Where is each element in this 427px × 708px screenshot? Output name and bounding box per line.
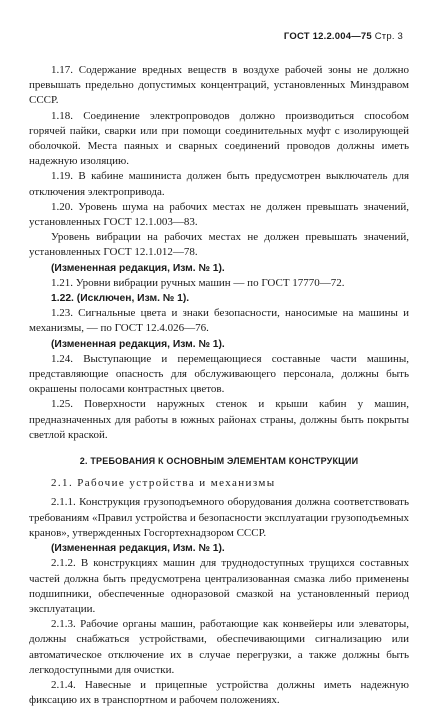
clause-2-1-4: 2.1.4. Навесные и прицепные устройства должны иметь надежную фиксацию их в транспортном и рабочем положениях. bbox=[29, 678, 409, 707]
clause-1-24: 1.24. Выступающие и перемещающиеся составные части машины, представляющие опасность для обслуживающего персонала, должны быть окрашены полосами контрастных цветов. bbox=[29, 352, 409, 396]
document-body bbox=[29, 63, 409, 708]
amendment-note: (Измененная редакция, Изм. № 1). bbox=[51, 262, 225, 274]
clause-2-1-2: 2.1.2. В конструкциях машин для труднодоступных трущихся составных частей должна быть предусмотрена централизованная смазка либо применены подшипники, обеспеченные одноразовой смазкой на установленный период эксплуатации. bbox=[29, 557, 409, 615]
clause-1-22-excluded: 1.22. (Исключен, Изм. № 1). bbox=[51, 293, 190, 305]
clause-1-18: 1.18. Соединение электропроводов должно производиться способом горячей пайки, сварки или при помощи соединительных муфт с изолирующей оболочкой. Места паяных и сварных соединений проводов должны иметь надежную изоляцию. bbox=[29, 109, 409, 168]
amendment-note: (Измененная редакция, Изм. № 1). bbox=[51, 543, 225, 555]
clause-2-1-3: 2.1.3. Рабочие органы машин, работающие как конвейеры или элеваторы, должны снабжаться устройствами, обеспечивающими сигнализацию или автоматическое отключение их в случае перегрузки, а также должны быть легкодоступными для очистки. bbox=[29, 618, 409, 676]
running-header bbox=[284, 31, 403, 42]
amendment-note: (Измененная редакция, Изм. № 1). bbox=[51, 338, 225, 350]
clause-1-17: 1.17. Содержание вредных веществ в воздухе рабочей зоны не должно превышать предельно допустимых концентраций, установленных Минздравом СССР. bbox=[29, 64, 409, 107]
clause-1-20-vibration: Уровень вибрации на рабочих местах не должен превышать значений, установленных ГОСТ 12.1.012—78. bbox=[29, 231, 409, 259]
subsection-2-1-title: 2.1. Рабочие устройства и механизмы bbox=[51, 477, 276, 490]
clause-1-25: 1.25. Поверхности наружных стенок и крыши кабин у машин, предназначенных для работы в южных районах страны, должны быть покрыты светлой краской. bbox=[29, 398, 409, 441]
header-standard-number: ГОСТ 12.2.004—75 bbox=[283, 31, 372, 42]
clause-2-1-1: 2.1.1. Конструкция грузоподъемного оборудования должна соответствовать требованиям «Правил устройства и безопасности эксплуатации грузоподъемных кранов», утвержденных Госгортехнадзором СССР. bbox=[29, 496, 409, 539]
header-page-number: Стр. 3 bbox=[374, 31, 403, 42]
clause-1-20: 1.20. Уровень шума на рабочих местах не должен превышать значений, установленных ГОСТ 12.1.003—83. bbox=[29, 200, 409, 229]
clause-1-19: 1.19. В кабине машиниста должен быть предусмотрен выключатель для отключения электропривода. bbox=[29, 170, 409, 198]
clause-1-23: 1.23. Сигнальные цвета и знаки безопасности, наносимые на машины и механизмы, — по ГОСТ 12.4.026—76. bbox=[29, 307, 409, 335]
clause-1-21: 1.21. Уровни вибрации ручных машин — по ГОСТ 17770—72. bbox=[51, 276, 345, 289]
section-2-title: 2. ТРЕБОВАНИЯ К ОСНОВНЫМ ЭЛЕМЕНТАМ КОНСТРУКЦИИ bbox=[79, 456, 359, 467]
